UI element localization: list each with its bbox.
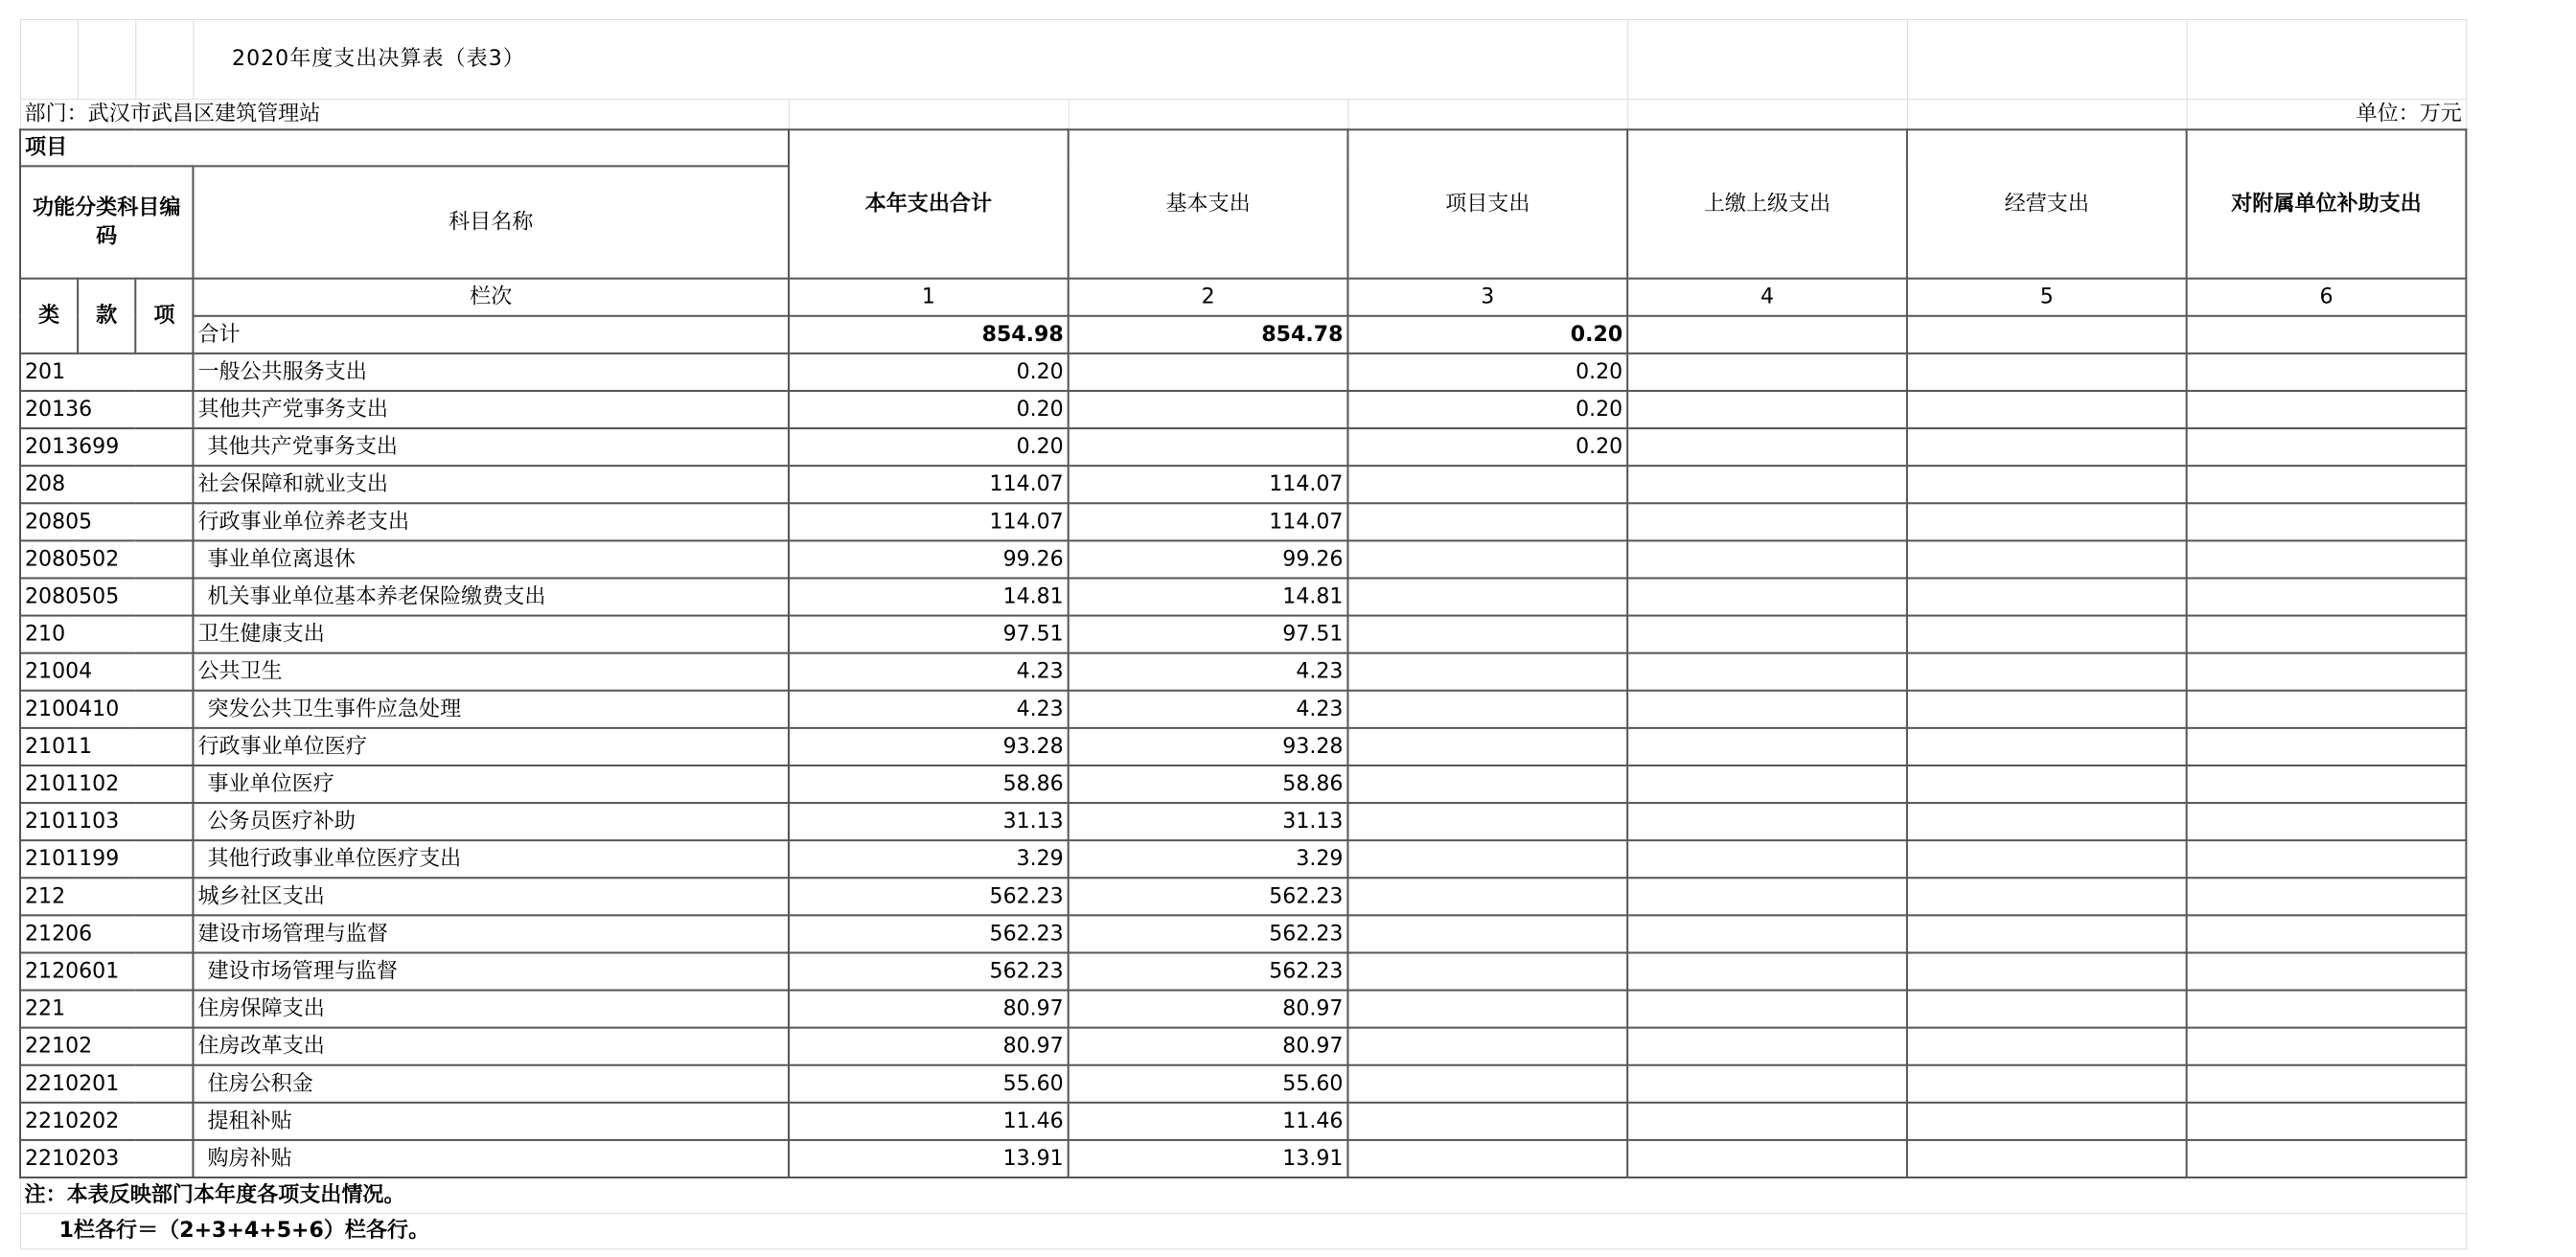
cell-code: 20805 bbox=[20, 503, 193, 540]
cell-subsidy bbox=[2187, 803, 2467, 840]
cell-total: 562.23 bbox=[789, 878, 1069, 915]
cell-upper bbox=[1627, 616, 1907, 653]
cell-basic: 562.23 bbox=[1069, 915, 1348, 952]
total-sum: 854.98 bbox=[789, 316, 1069, 354]
cell-business bbox=[1907, 991, 2187, 1028]
header-lanci: 栏次 bbox=[193, 279, 789, 316]
header-col-total: 本年支出合计 bbox=[789, 129, 1069, 278]
table-row bbox=[20, 952, 2466, 990]
table-row bbox=[20, 728, 2466, 766]
expenditure-table bbox=[19, 19, 2467, 1249]
cell-upper bbox=[1627, 1065, 1907, 1103]
cell-upper bbox=[1627, 578, 1907, 615]
cell-business bbox=[1907, 728, 2187, 766]
unit-label: 单位：万元 bbox=[2187, 100, 2467, 130]
cell-code: 2080502 bbox=[20, 540, 193, 578]
header-num-4: 4 bbox=[1627, 279, 1907, 316]
cell-basic: 99.26 bbox=[1069, 540, 1348, 578]
cell-upper bbox=[1627, 354, 1907, 391]
table-row bbox=[20, 653, 2466, 691]
cell-code: 21206 bbox=[20, 915, 193, 952]
cell-subsidy bbox=[2187, 1028, 2467, 1065]
cell-project bbox=[1347, 691, 1627, 728]
table-row bbox=[20, 1065, 2466, 1103]
table-row bbox=[20, 540, 2466, 578]
cell-code: 2101102 bbox=[20, 766, 193, 803]
cell-subsidy bbox=[2187, 878, 2467, 915]
cell-project bbox=[1347, 578, 1627, 615]
cell-total: 97.51 bbox=[789, 616, 1069, 653]
cell-business bbox=[1907, 1140, 2187, 1177]
cell-business bbox=[1907, 1065, 2187, 1103]
cell-subsidy bbox=[2187, 540, 2467, 578]
cell-subject-name: 其他行政事业单位医疗支出 bbox=[193, 840, 789, 878]
spreadsheet bbox=[19, 19, 2465, 1249]
cell-code: 2101199 bbox=[20, 840, 193, 878]
cell-business bbox=[1907, 391, 2187, 428]
cell-project bbox=[1347, 503, 1627, 540]
total-business bbox=[1907, 316, 2187, 354]
cell-subject-name: 机关事业单位基本养老保险缴费支出 bbox=[193, 578, 789, 615]
cell-basic bbox=[1069, 354, 1348, 391]
cell-subject-name: 住房改革支出 bbox=[193, 1028, 789, 1065]
cell-upper bbox=[1627, 991, 1907, 1028]
cell-business bbox=[1907, 691, 2187, 728]
cell-basic: 80.97 bbox=[1069, 991, 1348, 1028]
cell-subsidy bbox=[2187, 766, 2467, 803]
cell-subject-name: 行政事业单位医疗 bbox=[193, 728, 789, 766]
cell-project: 0.20 bbox=[1347, 354, 1627, 391]
cell-total: 0.20 bbox=[789, 428, 1069, 466]
cell-subject-name: 一般公共服务支出 bbox=[193, 354, 789, 391]
cell-total: 562.23 bbox=[789, 915, 1069, 952]
cell-subsidy bbox=[2187, 391, 2467, 428]
header-lei: 类 bbox=[20, 279, 78, 354]
cell-basic: 4.23 bbox=[1069, 653, 1348, 691]
cell-subsidy bbox=[2187, 1103, 2467, 1140]
cell-subject-name: 提租补贴 bbox=[193, 1103, 789, 1140]
cell-total: 55.60 bbox=[789, 1065, 1069, 1103]
table-row bbox=[20, 766, 2466, 803]
cell-business bbox=[1907, 840, 2187, 878]
cell-upper bbox=[1627, 428, 1907, 466]
cell-project bbox=[1347, 878, 1627, 915]
cell-subject-name: 事业单位医疗 bbox=[193, 766, 789, 803]
cell-subsidy bbox=[2187, 991, 2467, 1028]
cell-business bbox=[1907, 915, 2187, 952]
cell-subsidy bbox=[2187, 691, 2467, 728]
cell-subject-name: 卫生健康支出 bbox=[193, 616, 789, 653]
cell-subject-name: 其他共产党事务支出 bbox=[193, 391, 789, 428]
table-row bbox=[20, 1028, 2466, 1065]
cell-project bbox=[1347, 616, 1627, 653]
department-label: 部门：武汉市武昌区建筑管理站 bbox=[20, 100, 789, 130]
cell-upper bbox=[1627, 840, 1907, 878]
cell-subject-name: 购房补贴 bbox=[193, 1140, 789, 1177]
cell-project bbox=[1347, 1065, 1627, 1103]
page-title: 2020年度支出决算表（表3） bbox=[193, 20, 1627, 100]
cell-subsidy bbox=[2187, 952, 2467, 990]
cell-subsidy bbox=[2187, 428, 2467, 466]
cell-project: 0.20 bbox=[1347, 391, 1627, 428]
cell-subsidy bbox=[2187, 728, 2467, 766]
cell-project bbox=[1347, 653, 1627, 691]
cell-business bbox=[1907, 878, 2187, 915]
cell-subsidy bbox=[2187, 616, 2467, 653]
cell-basic: 58.86 bbox=[1069, 766, 1348, 803]
cell-upper bbox=[1627, 540, 1907, 578]
cell-code: 21011 bbox=[20, 728, 193, 766]
header-xiang: 项 bbox=[135, 279, 193, 354]
cell-business bbox=[1907, 952, 2187, 990]
cell-subject-name: 突发公共卫生事件应急处理 bbox=[193, 691, 789, 728]
table-row bbox=[20, 466, 2466, 503]
cell-subsidy bbox=[2187, 653, 2467, 691]
cell-basic: 4.23 bbox=[1069, 691, 1348, 728]
total-label: 合计 bbox=[193, 316, 789, 354]
cell-business bbox=[1907, 1103, 2187, 1140]
cell-project bbox=[1347, 915, 1627, 952]
cell-total: 0.20 bbox=[789, 391, 1069, 428]
cell-upper bbox=[1627, 1028, 1907, 1065]
cell-subject-name: 其他共产党事务支出 bbox=[193, 428, 789, 466]
cell-subsidy bbox=[2187, 915, 2467, 952]
cell-basic: 13.91 bbox=[1069, 1140, 1348, 1177]
table-row bbox=[20, 1103, 2466, 1140]
header-col-project: 项目支出 bbox=[1347, 129, 1627, 278]
cell-subsidy bbox=[2187, 578, 2467, 615]
cell-subject-name: 行政事业单位养老支出 bbox=[193, 503, 789, 540]
cell-subsidy bbox=[2187, 466, 2467, 503]
cell-total: 93.28 bbox=[789, 728, 1069, 766]
cell-business bbox=[1907, 803, 2187, 840]
table-row bbox=[20, 354, 2466, 391]
cell-code: 22102 bbox=[20, 1028, 193, 1065]
cell-subject-name: 公共卫生 bbox=[193, 653, 789, 691]
cell-basic: 55.60 bbox=[1069, 1065, 1348, 1103]
cell-code: 210 bbox=[20, 616, 193, 653]
cell-total: 31.13 bbox=[789, 803, 1069, 840]
header-num-1: 1 bbox=[789, 279, 1069, 316]
cell-business bbox=[1907, 428, 2187, 466]
cell-upper bbox=[1627, 766, 1907, 803]
cell-business bbox=[1907, 466, 2187, 503]
cell-basic: 562.23 bbox=[1069, 878, 1348, 915]
cell-upper bbox=[1627, 503, 1907, 540]
total-basic: 854.78 bbox=[1069, 316, 1348, 354]
cell-business bbox=[1907, 354, 2187, 391]
cell-subject-name: 住房公积金 bbox=[193, 1065, 789, 1103]
table-row bbox=[20, 503, 2466, 540]
cell-subject-name: 建设市场管理与监督 bbox=[193, 952, 789, 990]
cell-code: 2120601 bbox=[20, 952, 193, 990]
cell-business bbox=[1907, 653, 2187, 691]
table-row bbox=[20, 840, 2466, 878]
cell-total: 11.46 bbox=[789, 1103, 1069, 1140]
cell-project bbox=[1347, 1140, 1627, 1177]
cell-subsidy bbox=[2187, 503, 2467, 540]
note-line-2: 1栏各行＝（2+3+4+5+6）栏各行。 bbox=[20, 1214, 2466, 1249]
cell-basic: 3.29 bbox=[1069, 840, 1348, 878]
cell-basic bbox=[1069, 428, 1348, 466]
cell-total: 3.29 bbox=[789, 840, 1069, 878]
cell-project bbox=[1347, 803, 1627, 840]
cell-total: 13.91 bbox=[789, 1140, 1069, 1177]
cell-subsidy bbox=[2187, 1140, 2467, 1177]
cell-code: 2100410 bbox=[20, 691, 193, 728]
cell-upper bbox=[1627, 391, 1907, 428]
table-row bbox=[20, 428, 2466, 466]
cell-total: 0.20 bbox=[789, 354, 1069, 391]
cell-project: 0.20 bbox=[1347, 428, 1627, 466]
table-row bbox=[20, 616, 2466, 653]
cell-project bbox=[1347, 540, 1627, 578]
cell-code: 2210201 bbox=[20, 1065, 193, 1103]
table-row bbox=[20, 878, 2466, 915]
cell-code: 2210203 bbox=[20, 1140, 193, 1177]
header-subject-name: 科目名称 bbox=[193, 166, 789, 278]
cell-code: 2210202 bbox=[20, 1103, 193, 1140]
table-row bbox=[20, 991, 2466, 1028]
total-project: 0.20 bbox=[1347, 316, 1627, 354]
table-row bbox=[20, 915, 2466, 952]
cell-subject-name: 城乡社区支出 bbox=[193, 878, 789, 915]
cell-upper bbox=[1627, 1103, 1907, 1140]
cell-total: 99.26 bbox=[789, 540, 1069, 578]
cell-code: 20136 bbox=[20, 391, 193, 428]
cell-basic: 562.23 bbox=[1069, 952, 1348, 990]
cell-basic: 93.28 bbox=[1069, 728, 1348, 766]
cell-subject-name: 住房保障支出 bbox=[193, 991, 789, 1028]
cell-business bbox=[1907, 540, 2187, 578]
cell-project bbox=[1347, 1103, 1627, 1140]
cell-basic: 80.97 bbox=[1069, 1028, 1348, 1065]
cell-code: 2101103 bbox=[20, 803, 193, 840]
cell-subject-name: 社会保障和就业支出 bbox=[193, 466, 789, 503]
cell-total: 562.23 bbox=[789, 952, 1069, 990]
cell-upper bbox=[1627, 952, 1907, 990]
cell-project bbox=[1347, 466, 1627, 503]
header-col-business: 经营支出 bbox=[1907, 129, 2187, 278]
cell-project bbox=[1347, 1028, 1627, 1065]
cell-basic: 114.07 bbox=[1069, 466, 1348, 503]
total-subsidy bbox=[2187, 316, 2467, 354]
cell-code: 2080505 bbox=[20, 578, 193, 615]
cell-basic bbox=[1069, 391, 1348, 428]
cell-code: 21004 bbox=[20, 653, 193, 691]
cell-business bbox=[1907, 766, 2187, 803]
cell-code: 208 bbox=[20, 466, 193, 503]
header-func-code: 功能分类科目编码 bbox=[20, 166, 193, 278]
cell-code: 2013699 bbox=[20, 428, 193, 466]
cell-total: 14.81 bbox=[789, 578, 1069, 615]
note-line-1: 注：本表反映部门本年度各项支出情况。 bbox=[20, 1177, 2466, 1214]
total-upper bbox=[1627, 316, 1907, 354]
cell-total: 4.23 bbox=[789, 691, 1069, 728]
cell-total: 4.23 bbox=[789, 653, 1069, 691]
header-col-subsidy: 对附属单位补助支出 bbox=[2187, 129, 2467, 278]
cell-upper bbox=[1627, 803, 1907, 840]
cell-code: 212 bbox=[20, 878, 193, 915]
cell-basic: 31.13 bbox=[1069, 803, 1348, 840]
cell-upper bbox=[1627, 915, 1907, 952]
table-row bbox=[20, 578, 2466, 615]
cell-subsidy bbox=[2187, 354, 2467, 391]
header-num-6: 6 bbox=[2187, 279, 2467, 316]
table-row bbox=[20, 803, 2466, 840]
header-project: 项目 bbox=[20, 129, 789, 166]
cell-project bbox=[1347, 728, 1627, 766]
cell-basic: 97.51 bbox=[1069, 616, 1348, 653]
cell-total: 114.07 bbox=[789, 466, 1069, 503]
table-row bbox=[20, 391, 2466, 428]
header-kuan: 款 bbox=[78, 279, 135, 354]
cell-project bbox=[1347, 991, 1627, 1028]
cell-subsidy bbox=[2187, 1065, 2467, 1103]
cell-upper bbox=[1627, 653, 1907, 691]
cell-subject-name: 公务员医疗补助 bbox=[193, 803, 789, 840]
cell-total: 114.07 bbox=[789, 503, 1069, 540]
cell-business bbox=[1907, 1028, 2187, 1065]
cell-subsidy bbox=[2187, 840, 2467, 878]
cell-project bbox=[1347, 766, 1627, 803]
cell-basic: 114.07 bbox=[1069, 503, 1348, 540]
cell-upper bbox=[1627, 691, 1907, 728]
cell-code: 201 bbox=[20, 354, 193, 391]
cell-total: 80.97 bbox=[789, 991, 1069, 1028]
cell-basic: 11.46 bbox=[1069, 1103, 1348, 1140]
cell-upper bbox=[1627, 728, 1907, 766]
header-num-3: 3 bbox=[1347, 279, 1627, 316]
cell-project bbox=[1347, 840, 1627, 878]
cell-basic: 14.81 bbox=[1069, 578, 1348, 615]
cell-code: 221 bbox=[20, 991, 193, 1028]
header-col-basic: 基本支出 bbox=[1069, 129, 1348, 278]
cell-subject-name: 建设市场管理与监督 bbox=[193, 915, 789, 952]
cell-business bbox=[1907, 503, 2187, 540]
cell-subject-name: 事业单位离退休 bbox=[193, 540, 789, 578]
cell-total: 58.86 bbox=[789, 766, 1069, 803]
header-num-5: 5 bbox=[1907, 279, 2187, 316]
cell-business bbox=[1907, 616, 2187, 653]
table-row bbox=[20, 691, 2466, 728]
cell-upper bbox=[1627, 466, 1907, 503]
table-row bbox=[20, 1140, 2466, 1177]
cell-project bbox=[1347, 952, 1627, 990]
cell-upper bbox=[1627, 878, 1907, 915]
header-num-2: 2 bbox=[1069, 279, 1348, 316]
cell-total: 80.97 bbox=[789, 1028, 1069, 1065]
cell-upper bbox=[1627, 1140, 1907, 1177]
header-col-upper: 上缴上级支出 bbox=[1627, 129, 1907, 278]
cell-business bbox=[1907, 578, 2187, 615]
